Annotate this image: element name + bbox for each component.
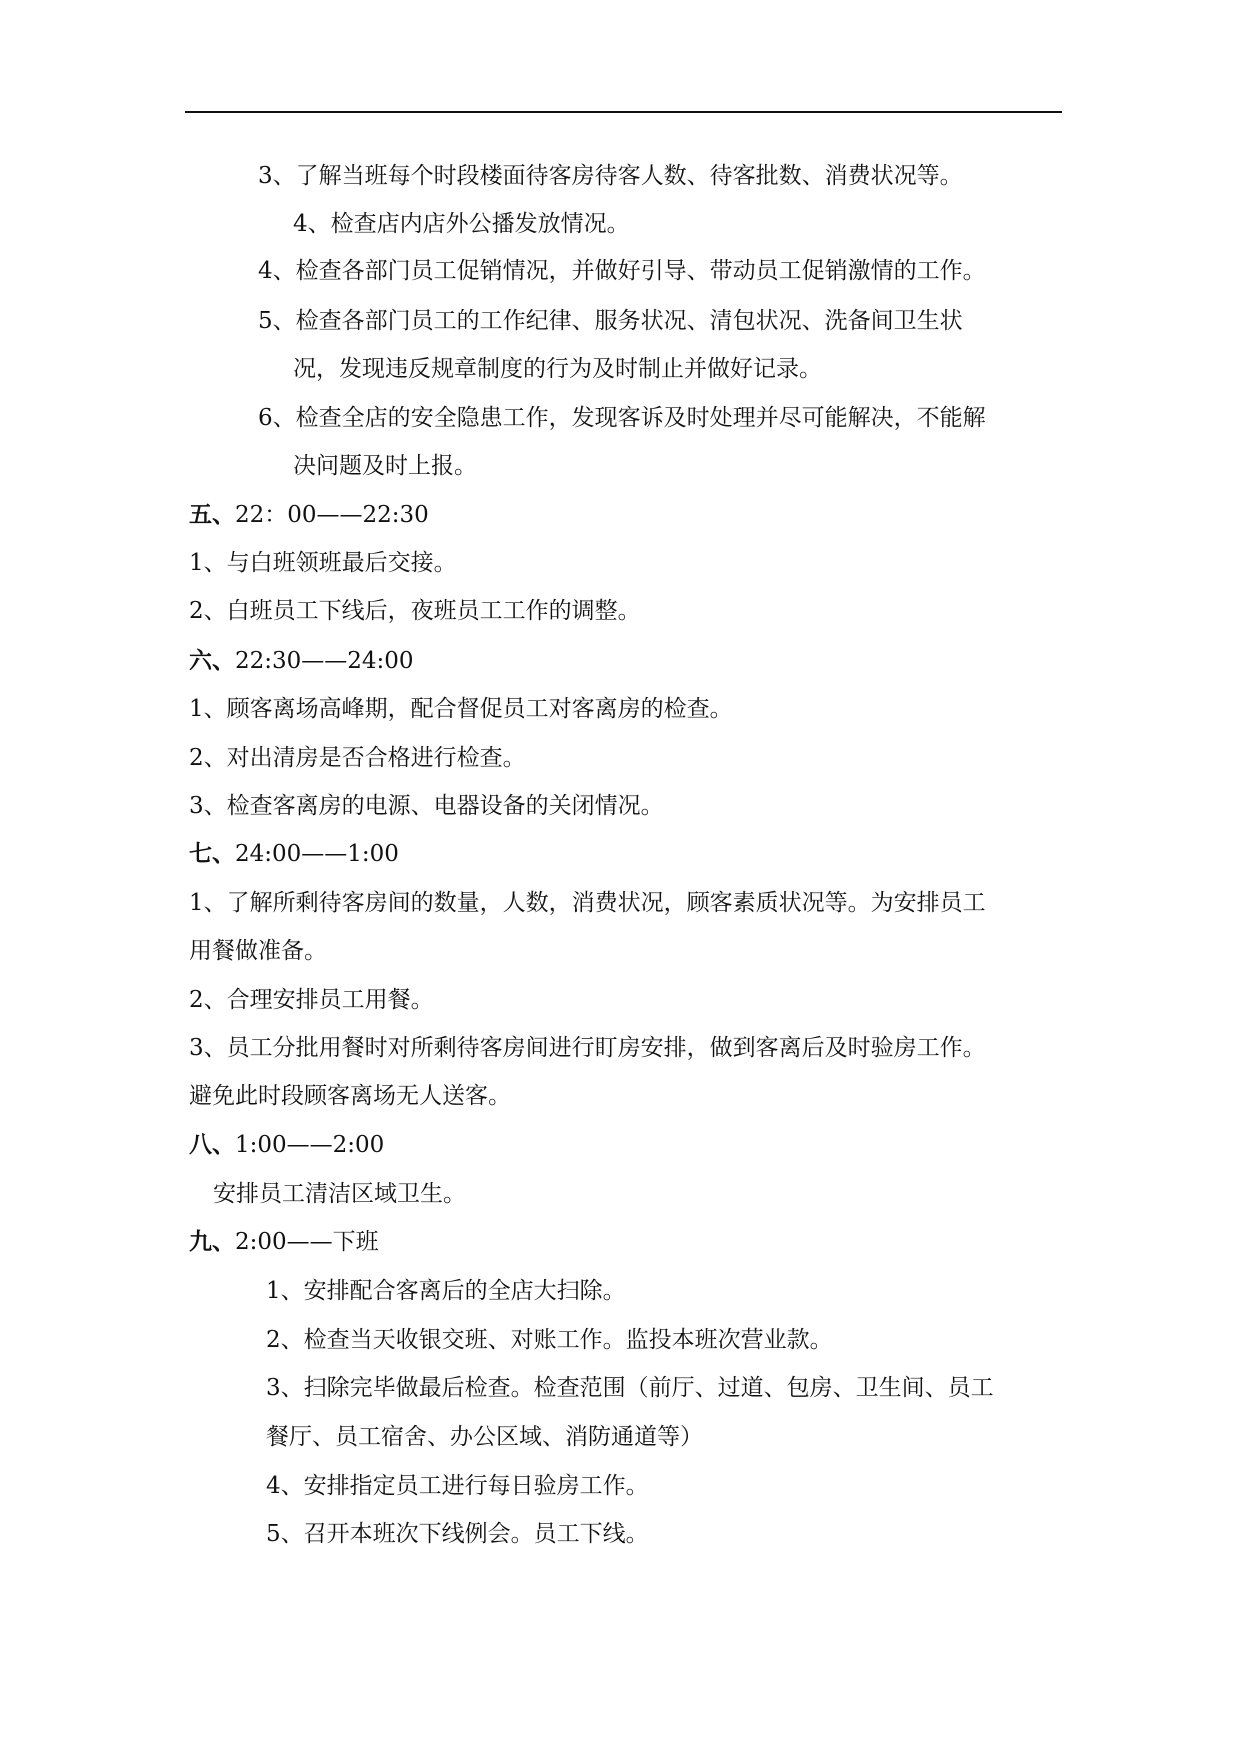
section-time: 22:30——24:00 (235, 648, 414, 674)
section-number: 九、 (189, 1228, 235, 1255)
list-item: 3、员工分批用餐时对所剩待客房间进行盯房安排，做到客离后及时验房工作。 (189, 1035, 986, 1061)
list-item-continuation: 况，发现违反规章制度的行为及时制止并做好记录。 (293, 356, 822, 382)
list-item-continuation: 决问题及时上报。 (293, 453, 477, 479)
list-item: 4、安排指定员工进行每日验房工作。 (266, 1473, 649, 1499)
section-number: 六、 (189, 647, 235, 674)
list-item-continuation: 避免此时段顾客离场无人送客。 (189, 1083, 511, 1109)
section-heading-6 (189, 646, 414, 676)
list-item: 1、安排配合客离后的全店大扫除。 (266, 1278, 626, 1304)
list-item: 2、合理安排员工用餐。 (189, 987, 434, 1013)
list-item: 2、对出清房是否合格进行检查。 (189, 745, 526, 771)
section-time: 1:00——2:00 (235, 1132, 385, 1158)
section-heading-8 (189, 1130, 384, 1160)
list-item: 3、了解当班每个时段楼面待客房待客人数、待客批数、消费状况等。 (258, 163, 963, 189)
list-item: 安排员工清洁区域卫生。 (213, 1181, 466, 1207)
section-heading-7 (189, 839, 399, 869)
section-time: 24:00——1:00 (235, 841, 399, 867)
list-item-continuation: 餐厅、员工宿舍、办公区域、消防通道等） (266, 1424, 703, 1450)
header-rule (185, 111, 1062, 113)
list-item: 4、检查各部门员工促销情况，并做好引导、带动员工促销激情的工作。 (258, 258, 986, 284)
list-item-continuation: 用餐做准备。 (189, 938, 327, 964)
list-item: 5、检查各部门员工的工作纪律、服务状况、清包状况、洗备间卫生状 (258, 308, 963, 334)
section-heading-5 (189, 500, 429, 530)
list-item: 2、白班员工下线后，夜班员工工作的调整。 (189, 598, 641, 624)
section-time: 22：00——22:30 (235, 502, 429, 528)
list-item: 5、召开本班次下线例会。员工下线。 (266, 1521, 649, 1547)
list-item: 1、顾客离场高峰期，配合督促员工对客离房的检查。 (189, 696, 733, 722)
section-number: 八、 (189, 1131, 235, 1158)
list-item: 2、检查当天收银交班、对账工作。监投本班次营业款。 (266, 1327, 833, 1353)
list-item: 4、检查店内店外公播发放情况。 (293, 211, 630, 237)
list-item: 1、与白班领班最后交接。 (189, 550, 457, 576)
section-number: 七、 (189, 840, 235, 867)
list-item: 6、检查全店的安全隐患工作，发现客诉及时处理并尽可能解决，不能解 (258, 405, 986, 431)
section-number: 五、 (189, 501, 235, 528)
list-item: 1、了解所剩待客房间的数量，人数，消费状况，顾客素质状况等。为安排员工 (189, 890, 986, 916)
list-item: 3、扫除完毕做最后检查。检查范围（前厅、过道、包房、卫生间、员工 (266, 1375, 994, 1401)
section-time: 2:00——下班 (235, 1229, 379, 1255)
list-item: 3、检查客离房的电源、电器设备的关闭情况。 (189, 793, 664, 819)
section-heading-9 (189, 1227, 379, 1257)
